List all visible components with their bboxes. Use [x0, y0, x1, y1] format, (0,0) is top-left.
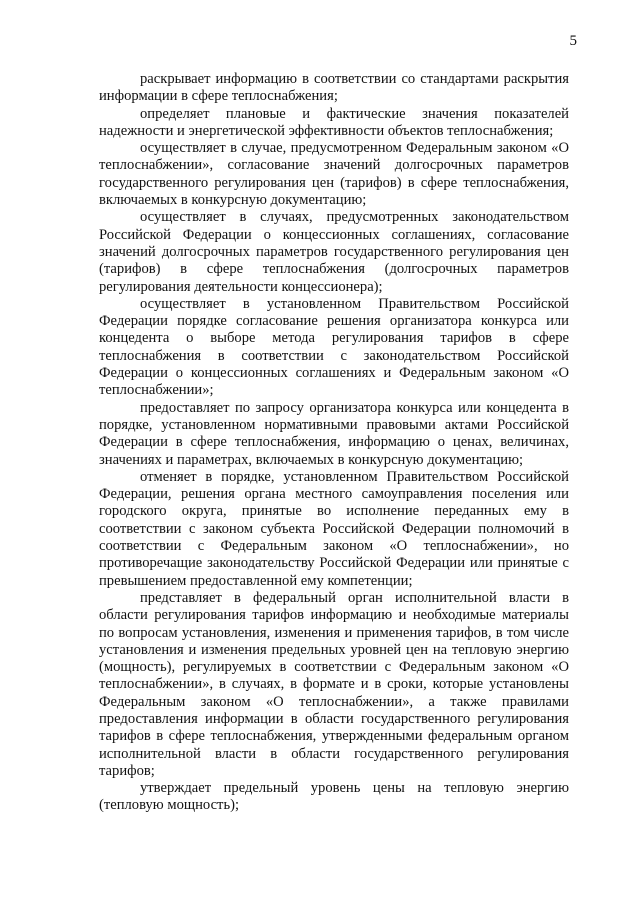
paragraph: осуществляет в случаях, предусмотренных законодательством Российской Федерации о концессионных соглашениях, согласование значений долгосрочных параметров государственного регулирования цен (тарифов) в сфере теплоснабжения (долгосрочных параметров регулирования деятельности концессионера);: [99, 209, 569, 295]
paragraph: предоставляет по запросу организатора конкурса или концедента в порядке, установленном нормативными правовыми актами Российской Федерации в сфере теплоснабжения, информацию о ценах, величинах, значениях и параметрах, включаемых в конкурсную документацию;: [99, 399, 569, 468]
paragraph: отменяет в порядке, установленном Правительством Российской Федерации, решения органа местного самоуправления поселения или городского округа, принятые во исполнение переданных ему в соответствии с законом субъекта Российской Федерации полномочий в соответствии с Федеральным законом «О теплоснабжении», но противоречащие законодательству Российской Федерации или принятые с превышением предоставленной ему компетенции;: [99, 468, 569, 589]
paragraph: раскрывает информацию в соответствии со стандартами раскрытия информации в сфере теплоснабжения;: [99, 71, 569, 105]
paragraph: осуществляет в установленном Правительством Российской Федерации порядке согласование решения организатора конкурса или концедента о выборе метода регулирования тарифов в сфере теплоснабжения в соответствии с законодательством Российской Федерации о концессионных соглашениях и Федеральным законом «О теплоснабжении»;: [99, 295, 569, 399]
paragraph: осуществляет в случае, предусмотренном Федеральным законом «О теплоснабжении», согласование значений долгосрочных параметров государственного регулирования цен (тарифов) в сфере теплоснабжения, включаемых в конкурсную документацию;: [99, 140, 569, 209]
paragraph: представляет в федеральный орган исполнительной власти в области регулирования тарифов информацию и необходимые материалы по вопросам установления, изменения и применения тарифов, в том числе установления и изменения предельных уровней цен на тепловую энергию (мощность), регулируемых в соответствии с Федеральным законом «О теплоснабжении», в случаях, в формате и в сроки, которые установлены Федеральным законом «О теплоснабжении», а также правилами предоставления информации в области государственного регулирования тарифов в сфере теплоснабжения, утвержденными федеральным органом исполнительной власти в области государственного регулирования тарифов;: [99, 589, 569, 779]
paragraph: определяет плановые и фактические значения показателей надежности и энергетической эффективности объектов теплоснабжения;: [99, 105, 569, 139]
document-body: [99, 71, 569, 815]
paragraph: утверждает предельный уровень цены на тепловую энергию (тепловую мощность);: [99, 780, 569, 814]
page-number: 5: [569, 33, 577, 49]
